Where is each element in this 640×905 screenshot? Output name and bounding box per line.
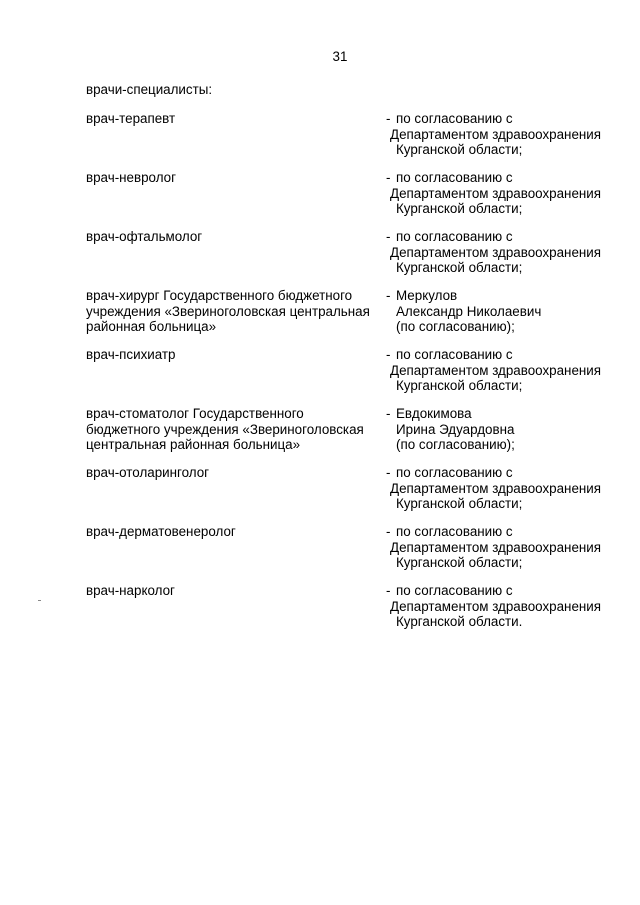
assignment-line: Курганской области; xyxy=(396,496,523,512)
position-title xyxy=(86,229,376,245)
assignment-line: (по согласованию); xyxy=(396,437,515,453)
position-line: врач-терапевт xyxy=(86,111,176,126)
assignment-line: по согласованию с xyxy=(396,229,513,244)
assignment-line: Курганской области; xyxy=(396,142,523,158)
assignment-text xyxy=(396,288,631,335)
assignment-line: Департаментом здравоохранения xyxy=(390,480,602,496)
dash-separator: - xyxy=(386,583,391,598)
assignment-line: по согласованию с xyxy=(396,583,513,598)
assignment-text xyxy=(390,229,631,276)
position-line: врач-психиатр xyxy=(86,347,176,362)
assignment-line: по согласованию с xyxy=(396,524,513,539)
position-line: врач-невролог xyxy=(86,170,177,185)
assignment-line: Курганской области. xyxy=(396,614,523,630)
position-title xyxy=(86,288,376,335)
assignment-line: Ирина Эдуардовна xyxy=(396,421,515,437)
assignment-line: Департаментом здравоохранения xyxy=(390,539,602,555)
assignment-line: (по согласованию); xyxy=(396,319,515,335)
position-line: учреждения «Звериноголовская центральная xyxy=(86,303,370,319)
dash-separator: - xyxy=(386,229,391,244)
position-line: врач-хирург Государственного бюджетного xyxy=(86,288,353,303)
assignment-text xyxy=(396,406,631,453)
position-line: врач-нарколог xyxy=(86,583,175,598)
assignment-text xyxy=(390,524,631,571)
position-title xyxy=(86,583,376,599)
position-line: бюджетного учреждения «Звериноголовская xyxy=(86,421,364,437)
assignment-line: по согласованию с xyxy=(396,111,513,126)
assignment-line: Курганской области; xyxy=(396,201,523,217)
dash-separator: - xyxy=(386,465,391,480)
assignment-text xyxy=(390,583,631,630)
dash-separator: - xyxy=(386,406,391,421)
assignment-line: Александр Николаевич xyxy=(396,303,542,319)
position-line: районная больница» xyxy=(86,319,217,335)
dash-separator: - xyxy=(386,111,391,126)
position-line: центральная районная больница» xyxy=(86,437,301,453)
assignment-line: Курганской области; xyxy=(396,378,523,394)
position-title xyxy=(86,524,376,540)
assignment-line: Департаментом здравоохранения xyxy=(390,362,602,378)
position-line: врач-офтальмолог xyxy=(86,229,203,244)
assignment-text xyxy=(390,170,631,217)
position-title xyxy=(86,465,376,481)
dash-separator: - xyxy=(386,170,391,185)
assignment-text xyxy=(390,111,631,158)
assignment-text xyxy=(390,347,631,394)
assignment-line: Курганской области; xyxy=(396,555,523,571)
dash-separator: - xyxy=(386,347,391,362)
position-title xyxy=(86,111,376,127)
page-number: 31 xyxy=(332,49,348,64)
assignment-line: по согласованию с xyxy=(396,465,513,480)
assignment-line: по согласованию с xyxy=(396,170,513,185)
position-title xyxy=(86,347,376,363)
assignment-line: Департаментом здравоохранения xyxy=(390,126,602,142)
dash-separator: - xyxy=(386,288,391,303)
assignment-line: по согласованию с xyxy=(396,347,513,362)
assignment-line: Департаментом здравоохранения xyxy=(390,598,602,614)
position-line: врач-отоларинголог xyxy=(86,465,210,480)
position-line: врач-дерматовенеролог xyxy=(86,524,236,539)
assignment-line: Департаментом здравоохранения xyxy=(390,185,602,201)
dash-separator: - xyxy=(386,524,391,539)
assignment-line: Евдокимова xyxy=(396,406,472,421)
position-title xyxy=(86,170,376,186)
assignment-line: Меркулов xyxy=(396,288,458,303)
assignment-text xyxy=(390,465,631,512)
position-title xyxy=(86,406,376,453)
position-line: врач-стоматолог Государственного xyxy=(86,406,304,421)
section-title: врачи-специалисты: xyxy=(86,82,213,97)
assignment-line: Департаментом здравоохранения xyxy=(390,244,602,260)
scan-speck xyxy=(38,600,41,601)
assignment-line: Курганской области; xyxy=(396,260,523,276)
